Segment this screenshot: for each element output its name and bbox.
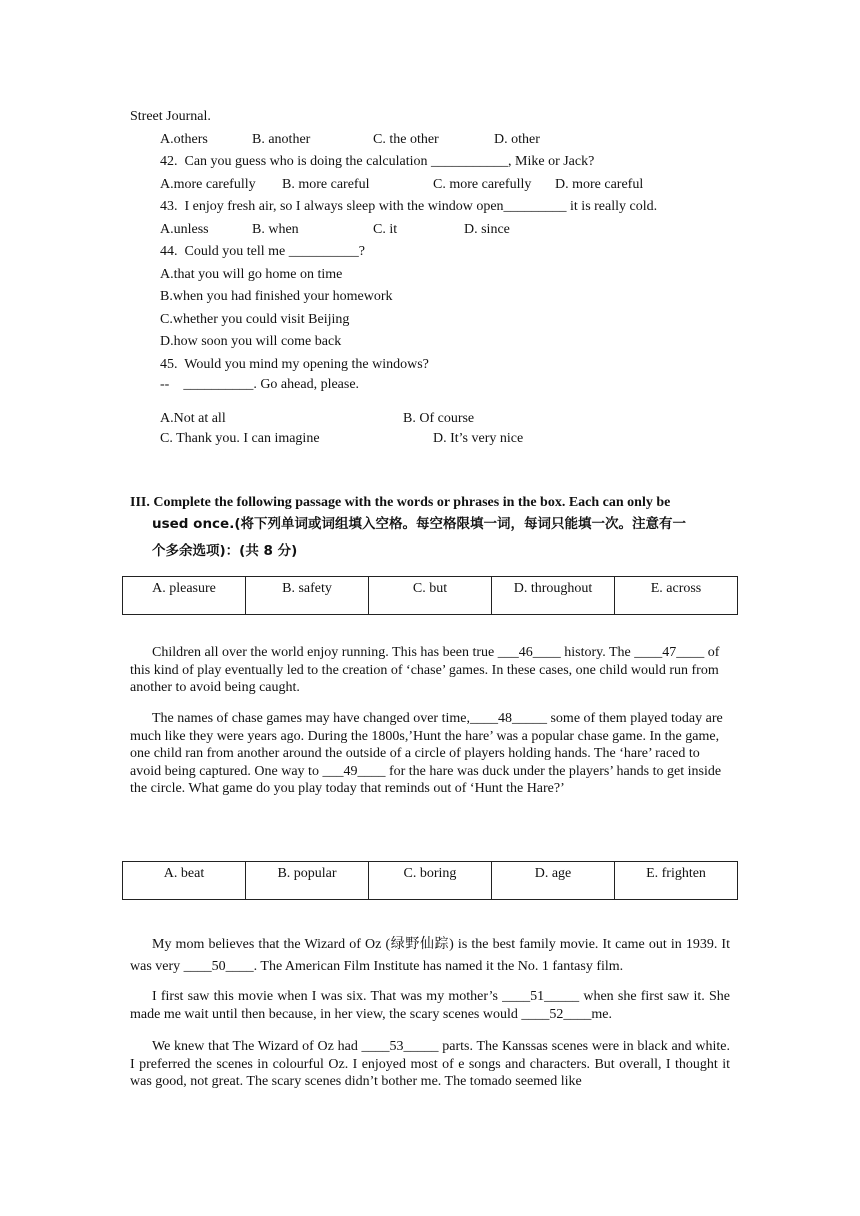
q45-option-c: C. Thank you. I can imagine xyxy=(160,431,320,446)
passage-paragraph-3: My mom believes that the Wizard of Oz (绿野仙踪) is the best family movie. It came out in 1939. It was very ____50____. The American Film Institute has named it the No. 1 fantasy film. xyxy=(130,937,730,974)
word-box-1 xyxy=(122,576,738,615)
q42-option-a: A.more carefully xyxy=(160,177,256,192)
q41-option-c: C. the other xyxy=(373,132,439,147)
q42-option-b: B. more careful xyxy=(282,177,370,192)
word-box-2-option-e: E. frighten xyxy=(615,862,738,900)
q41-option-b: B. another xyxy=(252,132,311,147)
word-box-1-option-e: E. across xyxy=(615,577,738,615)
question-44: 44. Could you tell me __________? xyxy=(160,244,365,259)
word-box-2-option-c: C. boring xyxy=(369,862,492,900)
word-box-2-option-b: B. popular xyxy=(246,862,369,900)
word-box-1-option-a: A. pleasure xyxy=(123,577,246,615)
section-3-heading-line2: used once.(将下列单词或词组填入空格。每空格限填一词，每词只能填一次。注意有一 xyxy=(152,516,687,532)
passage-paragraph-1: Children all over the world enjoy running. This has been true ___46____ history. The ____47____ of this kind of play eventually led to the creation of ‘chase’ games. In these cases, one child would run from another to avoid being caught. xyxy=(130,645,720,695)
q44-option-c: C.whether you could visit Beijing xyxy=(160,312,350,327)
q43-option-a: A.unless xyxy=(160,222,209,237)
question-continuation: Street Journal. xyxy=(130,109,211,124)
section-3-heading-line3: 个多余选项)：(共 8 分) xyxy=(152,543,298,559)
q43-option-d: D. since xyxy=(464,222,510,237)
passage-paragraph-5: We knew that The Wizard of Oz had ____53_____ parts. The Kanssas scenes were in black and white. I preferred the scenes in colourful Oz. I enjoyed most of e songs and characters. But overall, I thought it was good, not great. The scary scenes didn’t bother me. The tomado seemed like xyxy=(130,1039,730,1089)
q41-option-a: A.others xyxy=(160,132,208,147)
word-box-1-option-d: D. throughout xyxy=(492,577,615,615)
passage-paragraph-4: I first saw this movie when I was six. That was my mother’s ____51_____ when she first saw it. She made me wait until then because, in her view, the scary scenes would ____52____me. xyxy=(130,989,730,1022)
q43-option-b: B. when xyxy=(252,222,299,237)
q43-option-c: C. it xyxy=(373,222,398,237)
q45-reply: -- __________. Go ahead, please. xyxy=(160,377,360,392)
q42-option-c: C. more carefully xyxy=(433,177,532,192)
question-43: 43. I enjoy fresh air, so I always sleep with the window open_________ it is really cold. xyxy=(160,199,658,214)
q44-option-a: A.that you will go home on time xyxy=(160,267,343,282)
word-box-1-option-b: B. safety xyxy=(246,577,369,615)
q45-option-d: D. It’s very nice xyxy=(433,431,524,446)
word-box-2-option-a: A. beat xyxy=(123,862,246,900)
q44-option-b: B.when you had finished your homework xyxy=(160,289,393,304)
word-box-2-option-d: D. age xyxy=(492,862,615,900)
word-box-2 xyxy=(122,861,738,900)
q42-option-d: D. more careful xyxy=(555,177,644,192)
q45-option-b: B. Of course xyxy=(403,411,475,426)
section-3-heading-line1: III. Complete the following passage with the words or phrases in the box. Each can only be xyxy=(130,495,671,510)
passage-paragraph-2: The names of chase games may have changed over time,____48_____ some of them played today are much like they were years ago. During the 1800s,’Hunt the hare’ was a popular chase game. In the game, one child ran from another around the outside of a circle of players holding hands. The ‘hare’ raced to avoid being captured. One way to ___49____ for the hare was duck under the players’ hands to get inside the circle. What game do you play today that reminds out of ‘Hunt the Hare?’ xyxy=(130,711,723,796)
q41-option-d: D. other xyxy=(494,132,540,147)
q45-option-a: A.Not at all xyxy=(160,411,226,426)
q44-option-d: D.how soon you will come back xyxy=(160,334,342,349)
question-42: 42. Can you guess who is doing the calculation ___________, Mike or Jack? xyxy=(160,154,595,169)
word-box-1-option-c: C. but xyxy=(369,577,492,615)
question-45: 45. Would you mind my opening the windows? xyxy=(160,357,429,372)
